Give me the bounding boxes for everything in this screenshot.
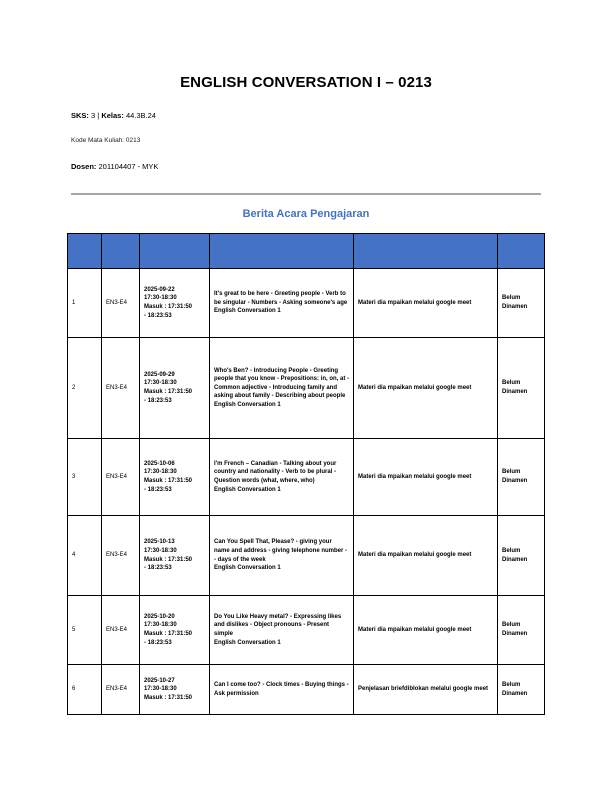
row-masuk: Masuk : 17:31:50 bbox=[144, 304, 193, 310]
row-schedule bbox=[140, 665, 210, 715]
row-topic: I'm French – Canadian - Talking about your country and nationality - Verb to be plural - Question words (what, where, who) bbox=[214, 460, 337, 484]
row-code: EN3-E4 bbox=[102, 516, 140, 596]
row-date: 2025-10-20 bbox=[144, 613, 175, 620]
row-time: 17:30-18:30 bbox=[144, 380, 177, 387]
row-code: EN3-E4 bbox=[102, 665, 140, 715]
row-masuk: Masuk : 17:31:50 bbox=[144, 478, 193, 484]
row-course: English Conversation 1 bbox=[214, 401, 281, 408]
row-status: Belum Dinamen bbox=[498, 665, 545, 715]
row-status: Belum Dinamen bbox=[498, 439, 545, 516]
header-cell bbox=[498, 234, 545, 269]
row-masuk: Masuk : 17:31:50 bbox=[144, 389, 193, 395]
meta-sks-kelas: SKS: 3 | Kelas: 44.3B.24 bbox=[71, 111, 156, 120]
sks-value: 3 bbox=[91, 111, 96, 120]
row-topic-cell bbox=[210, 665, 354, 715]
row-topic-cell bbox=[210, 269, 354, 338]
header-cell bbox=[68, 234, 102, 269]
kelas-label: Kelas bbox=[101, 111, 122, 120]
row-date: 2025-09-22 bbox=[144, 286, 175, 293]
row-time: 17:30-18:30 bbox=[144, 295, 177, 302]
row-method: Penjelasan briefdiblokan melalui google meet bbox=[354, 665, 498, 715]
table-row bbox=[68, 338, 545, 439]
header-cell bbox=[210, 234, 354, 269]
row-number: 3 bbox=[68, 439, 102, 516]
header-cell bbox=[354, 234, 498, 269]
row-schedule bbox=[140, 516, 210, 596]
row-number: 6 bbox=[68, 665, 102, 715]
section-title: Berita Acara Pengajaran bbox=[242, 208, 370, 220]
divider bbox=[71, 193, 541, 195]
row-method: Materi dia mpaikan melalui google meet bbox=[354, 338, 498, 439]
row-masuk: Masuk : 17:31:50 bbox=[144, 556, 193, 563]
row-time: 17:30-18:30 bbox=[144, 686, 177, 693]
row-topic: Do You Like Heavy metal? - Expressing likes and dislikes - Object pronouns - Present simple bbox=[214, 613, 342, 637]
table-row bbox=[68, 596, 545, 665]
kode-mata-kuliah: Kode Mata Kuliah: 0213 bbox=[71, 137, 141, 144]
dosen-label: Dosen bbox=[71, 162, 94, 171]
row-course: English Conversation 1 bbox=[214, 565, 281, 572]
row-date: 2025-10-27 bbox=[144, 677, 175, 684]
row-topic-cell bbox=[210, 338, 354, 439]
header-cell bbox=[140, 234, 210, 269]
kelas-value: 44.3B.24 bbox=[125, 111, 156, 120]
row-number: 2 bbox=[68, 338, 102, 439]
table-row bbox=[68, 665, 545, 715]
row-schedule bbox=[140, 338, 210, 439]
row-keluar: - 18:23:53 bbox=[144, 397, 172, 404]
row-status: Belum Dinamen bbox=[498, 596, 545, 665]
row-status: Belum Dinamen bbox=[498, 338, 545, 439]
table-row bbox=[68, 269, 545, 338]
row-number: 4 bbox=[68, 516, 102, 596]
table-row bbox=[68, 439, 545, 516]
row-masuk: Masuk : 17:31:50 bbox=[144, 631, 193, 637]
table-header-row bbox=[68, 234, 545, 269]
row-date: 2025-09-29 bbox=[144, 371, 175, 378]
row-schedule bbox=[140, 439, 210, 516]
row-keluar: - 18:23:53 bbox=[144, 565, 172, 572]
row-code: EN3-E4 bbox=[102, 269, 140, 338]
meta-dosen: Dosen: 201104407 - MYK bbox=[71, 162, 159, 171]
row-course: English Conversation 1 bbox=[214, 486, 281, 493]
row-code: EN3-E4 bbox=[102, 439, 140, 516]
row-time: 17:30-18:30 bbox=[144, 469, 177, 476]
row-time: 17:30-18:30 bbox=[144, 622, 177, 629]
row-course: English Conversation 1 bbox=[214, 639, 281, 646]
row-number: 5 bbox=[68, 596, 102, 665]
row-time: 17:30-18:30 bbox=[144, 547, 177, 554]
row-number: 1 bbox=[68, 269, 102, 338]
row-topic-cell bbox=[210, 439, 354, 516]
row-method: Materi dia mpaikan melalui google meet bbox=[354, 516, 498, 596]
meta-separator: | bbox=[97, 111, 100, 120]
row-code: EN3-E4 bbox=[102, 338, 140, 439]
row-keluar: - 18:23:53 bbox=[144, 639, 172, 646]
row-masuk: Masuk : 17:31:50 bbox=[144, 694, 193, 701]
row-date: 2025-10-06 bbox=[144, 460, 175, 467]
row-method: Materi dia mpaikan melalui google meet bbox=[354, 439, 498, 516]
row-date: 2025-10-13 bbox=[144, 539, 175, 546]
header-cell bbox=[102, 234, 140, 269]
row-topic: Who's Ben? - Introducing People - Greeting people that you know - Prepositions: in, on, at - Common adjective - Introducing family and asking about family - Describing about people bbox=[214, 367, 350, 400]
row-schedule bbox=[140, 596, 210, 665]
row-topic: It's great to be here - Greeting people - Verb to be singular - Numbers - Asking someone's age bbox=[214, 291, 348, 306]
row-topic: Can I come too? - Clock times - Buying things - Ask permission bbox=[214, 681, 349, 697]
row-topic-cell bbox=[210, 596, 354, 665]
row-keluar: - 18:23:53 bbox=[144, 486, 172, 493]
sks-label: SKS bbox=[71, 111, 87, 120]
row-method: Materi dia mpaikan melalui google meet bbox=[354, 596, 498, 665]
page-title: ENGLISH CONVERSATION I – 0213 bbox=[180, 74, 432, 91]
row-code: EN3-E4 bbox=[102, 596, 140, 665]
row-schedule bbox=[140, 269, 210, 338]
row-status: Belum Dinamen bbox=[498, 269, 545, 338]
row-keluar: - 18:23:53 bbox=[144, 312, 172, 319]
row-status: Belum Dinamen bbox=[498, 516, 545, 596]
row-course: English Conversation 1 bbox=[214, 308, 281, 315]
row-topic: Can You Spell That, Please? - giving your name and address - giving telephone number - - days of the week bbox=[214, 539, 348, 563]
table-row bbox=[68, 516, 545, 596]
berita-acara-table bbox=[67, 233, 545, 715]
dosen-value: 201104407 - MYK bbox=[98, 162, 159, 171]
row-method: Materi dia mpaikan melalui google meet bbox=[354, 269, 498, 338]
row-topic-cell bbox=[210, 516, 354, 596]
